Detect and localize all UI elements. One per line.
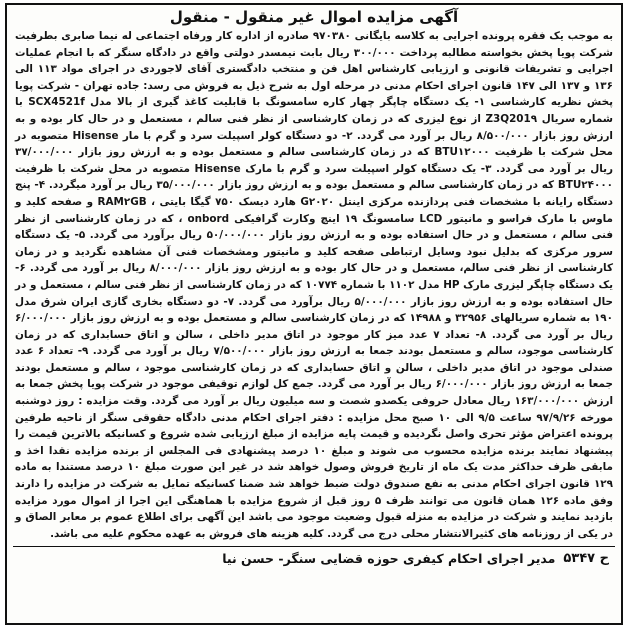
notice-footer	[7, 547, 621, 566]
notice-signature: مدیر اجرای احکام کیفری حوزه قضایی سنگر- حسن نیا	[222, 551, 556, 567]
notice-title: آگهی مزایده اموال غیر منقول - منقول	[169, 8, 459, 26]
notice-body: به موجب یک فقره پرونده اجرایی به کلاسه بایگانی ۹۷۰۳۸۰ صادره از اداره کار ورفاه اجتماعی له نیما صابری بطرفیت شرکت پویا پخش بخواسته مطالبه پرداخت ۳۰۰/۰۰۰ ریال بابت نیمسدر دولتی واقع در دادگاه سنگر که با انجام عملیات اجرایی و تشریفات قانونی و ارزیابی کارشناس اهل فن و منتخب دادگستری آقای لاجوردی در اجرای مواد ۱۱۳ الی ۱۳۶ و ۱۳۷ الی ۱۴۷ قانون اجرای احکام مدنی در مرحله اول به شرح ذیل به فروش می رسد: جاده تهران - شرکت پویا پخش نظریه کارشناسی ۱- یک دستگاه چاپگر چهار کاره سامسونگ با قابلیت کاغذ گیری از بالا مدل SCX4521f با شماره سریال Z3Q201۹ از نوع لیزری که در زمان کارشناسی از نظر فنی سالم ، مستعمل و در حال کار بوده و به ارزش روز بازار ۸/۵۰۰/۰۰۰ ریال بر آورد می گردد. ۲- دو دستگاه کولر اسپیلت سرد و گرم با مار Hisense متصوبه در محل شرکت با ظرفیت BTU۱۲۰۰۰ که در زمان کارشناسی سالم و مستعمل بوده و به ارزش روز بازار ۳۷/۰۰۰/۰۰۰ ریال بر آورد می گردد. ۳- یک دستگاه کولر اسپیلت سرد و گرم با مارک Hisense متصوبه در محل شرکت با ظرفیت BTU۲۴۰۰۰ که در زمان کارشناسی سالم و مستعمل بوده و به ارزش روز بازار ۳۵/۰۰۰/۰۰۰ ریال بر آورد میگردد. ۴- پنج دستگاه رایانه با مشخصات فنی پردازنده مرکزی اینتل G۲۰۲۰ هارد دیسک ۷۵۰ گیگا بایتی ، RAM۲GB و صفحه کلید و ماوس با مارک فراسو و مانیتور LCD سامسونگ ۱۹ اینچ وکارت گرافیکی onbord ، که در زمان کارشناسی از نظر فنی سالم ، مستعمل و در حال استفاده بوده و به ارزش روز بازار ۵۰/۰۰۰/۰۰۰ ریال برآورد می گردد. ۵- یک دستگاه سرور مرکزی که بدلیل نبود وسایل ارتباطی صفحه کلید و مانیتور ومشخصات فنی آن مشاهده نگردید و در زمان کارشناسی از نظر فنی سالم، مستعمل و در حال کار بوده و به ارزش روز بازار ۸/۰۰۰/۰۰۰ ریال بر آورد می گردد. ۶- یک دستگاه چاپگر لیزری مارک HP مدل ۱۱۰۲ با شماره ۱۰۷۷۴ که در زمان کارشناسی از نظر فنی سالم ، مستعمل و در حال استفاده بوده و به ارزش روز بازار ۵/۰۰۰/۰۰۰ ریال برآورد می گردد. ۷- دو دستگاه بخاری گازی ایران شرق مدل ۱۹۰ به شماره سریالهای ۳۲۹۵۶ و ۱۴۹۸۸ که در زمان کارشناسی سالم و مستعمل بوده و به ارزش روز بازار ۶/۰۰۰/۰۰۰ ریال بر آورد می گردد. ۸- تعداد ۷ عدد میز کار موجود در اتاق مدیر داخلی ، سالن و اتاق حسابداری که در زمان کارشناسی موجود، سالم و مستعمل بودند جمعا به ارزش روز بازار ۷/۵۰۰/۰۰۰ ریال بر آورد می گردد. ۹- تعداد ۶ عدد صندلی موجود در اتاق مدیر داخلی ، سالن و اتاق حسابداری که در زمان کارشناسی موجود ، سالم و مستعمل بودند جمعا به ارزش روز بازار ۶/۰۰۰/۰۰۰ ریال بر آورد می گردد. جمع کل لوازم توقیفی موجود در شرکت پویا پخش جمعا به ارزش ۱۶۳/۰۰۰/۰۰۰ ریال معادل حروفی یکصدو شصت و سه میلیون ریال بر آورد می گردد. وقت مزایده : روز دوشنبه مورخه ۹۷/۹/۲۶ ساعت ۹/۵ الی ۱۰ صبح محل مزایده : دفتر اجرای احکام مدنی دادگاه حقوقی سنگر از ناحیه طرفین پرونده اعتراض مؤثر تحری واصل نگردیده و قیمت پایه مزایده از مبلغ ارزیابی شده شروع و کسانیکه بالاترین قیمت را پیشنهاد نمایند برنده مزایده محسوب می شوند و مبلغ ۱۰ درصد پیشنهادی فی المجلس از برنده مزایده نقدا اخذ و مابقی ظرف حداکثر مدت یک ماه از تاریخ فروش وصول خواهد شد در غیر این صورت مبلغ ۱۰ درصد مستندا به ماده ۱۲۹ قانون اجرای احکام مدنی به نفع صندوق دولت ضبط خواهد شد ضمنا کسانیکه تمایل به شرکت در مزایده را دارند وفق ماده ۱۲۶ همان قانون می توانند ظرف ۵ روز قبل از شروع مزایده با هماهنگی این اجرا از اموال مورد مزایده بازدید نمایند و شرکت در مزایده به منزله قبول وضعیت موجود می باشد این آگهی برای اطلاع عموم بر معابر الصاق و در یکی از روزنامه های کثیرالانتشار محلی درج می گردد. کلیه هزینه های فروش به عهده محکوم علیه می باشد.	[15, 30, 614, 540]
auction-notice	[5, 3, 623, 625]
notice-code: ح ۵۳۴۷	[563, 551, 609, 567]
